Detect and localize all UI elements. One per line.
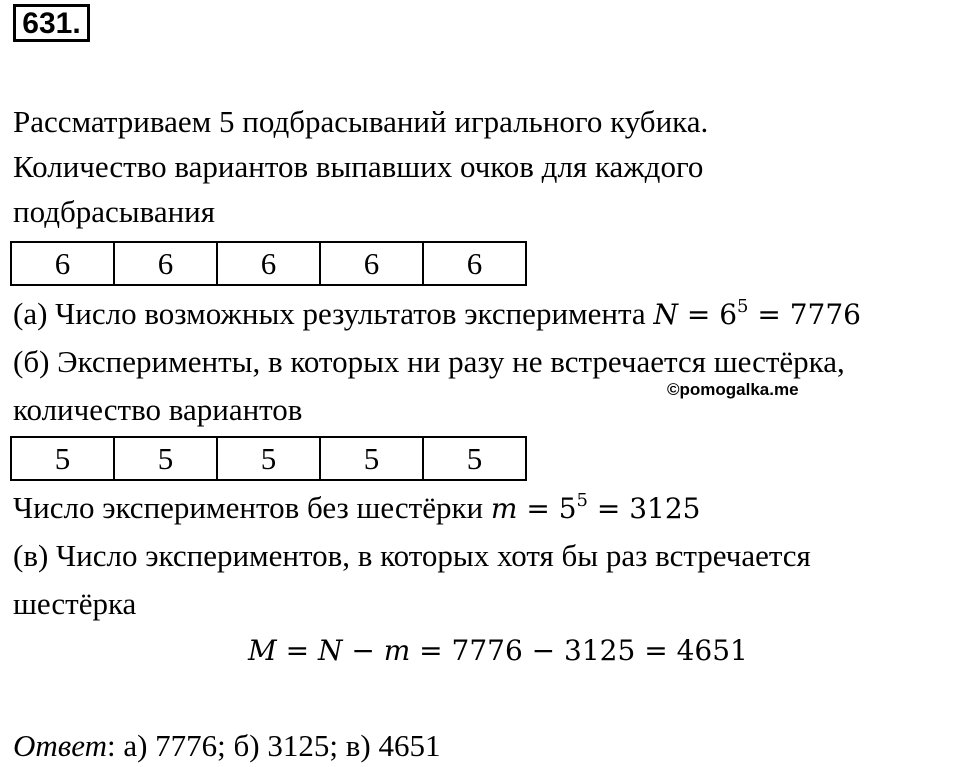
table-cell: 5 [423,437,526,480]
part-b-line-1: (б) Эксперименты, в которых ни разу не встречается шестёрка, [13,344,845,379]
intro-line-2: Количество вариантов выпавших очков для каждого [13,149,704,184]
var-n: N [317,634,343,667]
table-cell: 5 [217,437,320,480]
exponent: 5 [737,296,749,317]
final-formula [248,633,748,669]
part-c-line-1: (в) Число экспериментов, в которых хотя бы раз встречается [13,538,811,573]
exponent: 5 [576,490,588,511]
watermark: ©pomogalka.me [667,380,799,399]
problem-number: 631. [13,4,90,42]
answer-line [13,728,440,764]
part-a-line [13,296,861,337]
part-a-formula [653,298,861,331]
part-b-line-2: количество вариантов [13,392,303,427]
no-six-formula [491,492,701,525]
var-m: m [383,634,411,667]
formula-result: = 3125 [587,492,701,525]
var-m: m [490,492,518,525]
formula-part: = [276,634,318,667]
formula-result: = 7776 − 3125 = 4651 [410,634,748,667]
answer-text: : а) 7776; б) 3125; в) 4651 [106,728,441,763]
formula-result: = 7776 [748,298,861,331]
table-cell: 5 [11,437,114,480]
no-six-line [13,490,701,531]
table-row [11,437,526,480]
table-cell: 6 [114,242,217,285]
var-big-m: M [248,634,277,667]
part-a-text: (а) Число возможных результатов эксперимента [13,296,654,331]
table-cell: 6 [423,242,526,285]
formula-part: = 6 [677,298,738,331]
part-c-line-2: шестёрка [13,586,137,621]
formula-part: = 5 [517,492,577,525]
formula-part: − [342,634,384,667]
table-cell: 5 [320,437,423,480]
table-cell: 5 [114,437,217,480]
outcomes-table-no-six [10,436,527,481]
outcomes-table-all [10,241,527,286]
intro-line-3: подбрасывания [13,194,216,229]
table-cell: 6 [11,242,114,285]
table-cell: 6 [217,242,320,285]
answer-label: Ответ [13,728,107,763]
table-cell: 6 [320,242,423,285]
table-row [11,242,526,285]
var-n: N [653,298,678,331]
intro-line-1: Рассматриваем 5 подбрасываний игрального кубика. [13,104,709,139]
no-six-text: Число экспериментов без шестёрки [13,490,491,525]
